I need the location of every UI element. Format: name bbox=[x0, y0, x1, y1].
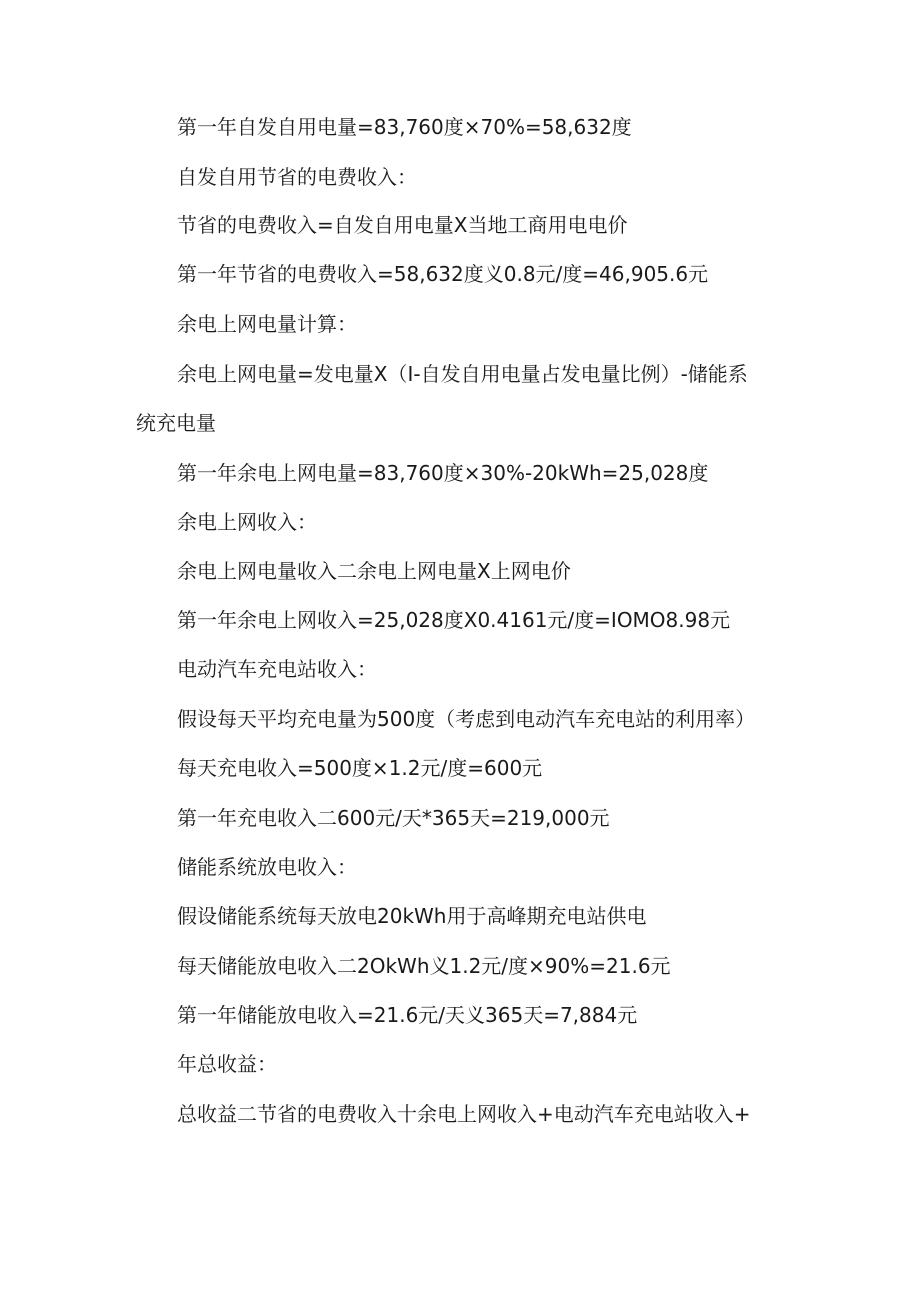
text-line-12: 电动汽车充电站收入： bbox=[177, 657, 377, 681]
text-line-7: 统充电量 bbox=[136, 411, 216, 435]
text-line-20: 年总收益： bbox=[177, 1052, 277, 1076]
text-line-4: 第一年节省的电费收入=58,632度义0.8元/度=46,905.6元 bbox=[177, 262, 709, 286]
text-line-15: 第一年充电收入二600元/天*365天=219,000元 bbox=[177, 806, 610, 830]
text-line-6: 余电上网电量=发电量X（I-自发自用电量占发电量比例）-储能系 bbox=[177, 362, 748, 386]
text-line-18: 每天储能放电收入二2OkWh义1.2元/度×90%=21.6元 bbox=[177, 954, 671, 978]
text-line-11: 第一年余电上网收入=25,028度X0.4161元/度=IOMO8.98元 bbox=[177, 608, 731, 632]
text-line-10: 余电上网电量收入二余电上网电量X上网电价 bbox=[177, 559, 571, 583]
text-line-5: 余电上网电量计算： bbox=[177, 312, 357, 336]
text-line-16: 储能系统放电收入： bbox=[177, 855, 357, 879]
text-line-13: 假设每天平均充电量为500度（考虑到电动汽车充电站的利用率） bbox=[177, 707, 756, 731]
text-line-2: 自发自用节省的电费收入： bbox=[177, 165, 417, 189]
text-line-8: 第一年余电上网电量=83,760度×30%-20kWh=25,028度 bbox=[177, 461, 709, 485]
text-line-17: 假设储能系统每天放电20kWh用于高峰期充电站供电 bbox=[177, 904, 647, 928]
text-line-14: 每天充电收入=500度×1.2元/度=600元 bbox=[177, 756, 543, 780]
text-line-19: 第一年储能放电收入=21.6元/天义365天=7,884元 bbox=[177, 1003, 638, 1027]
text-line-21: 总收益二节省的电费收入十余电上网收入+电动汽车充电站收入+ bbox=[177, 1102, 751, 1126]
text-line-1: 第一年自发自用电量=83,760度×70%=58,632度 bbox=[177, 115, 632, 139]
text-line-3: 节省的电费收入=自发自用电量X当地工商用电电价 bbox=[177, 213, 628, 237]
text-line-9: 余电上网收入： bbox=[177, 510, 317, 534]
